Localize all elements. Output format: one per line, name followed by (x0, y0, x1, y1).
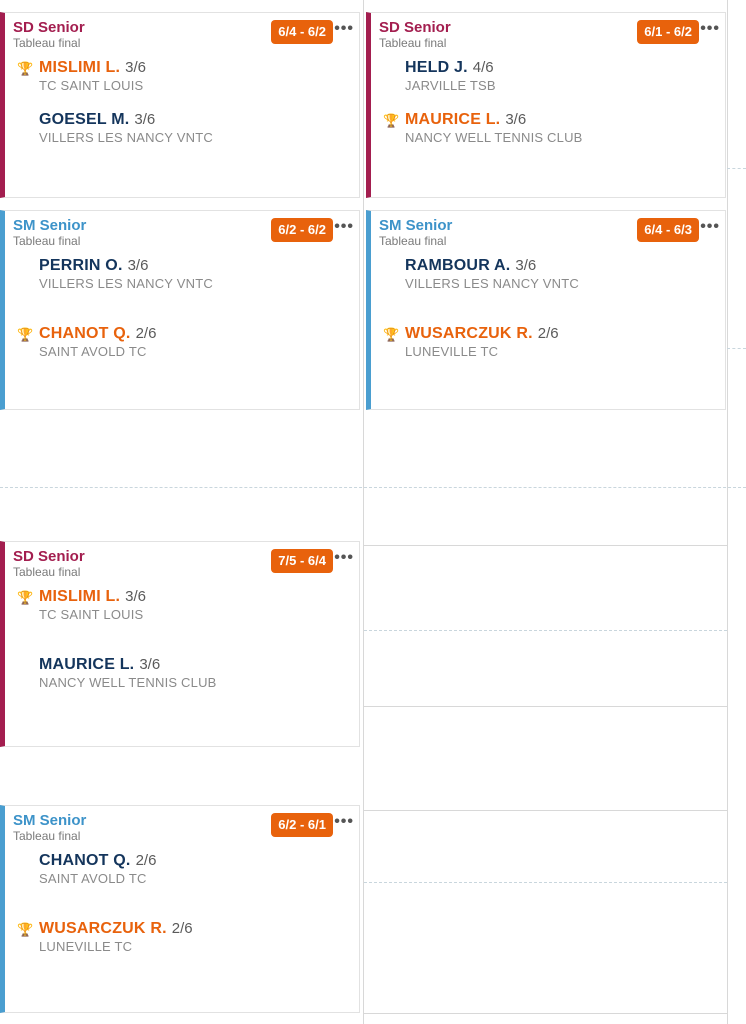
player-row[interactable] (371, 323, 725, 361)
trophy-icon: 🏆 (383, 113, 400, 128)
match-header (5, 542, 359, 586)
match-round: Tableau final (379, 36, 447, 50)
player-name: MAURICE L. (405, 111, 501, 128)
match-category: SD Senior (13, 19, 85, 36)
spacer (371, 293, 725, 323)
player-club: VILLERS LES NANCY VNTC (39, 130, 213, 145)
bracket-connector-1 (364, 545, 727, 546)
match-score-badge[interactable]: 6/2 - 6/2 (271, 218, 333, 242)
player-games: 3/6 (134, 111, 156, 128)
player-club: TC SAINT LOUIS (39, 78, 144, 93)
player-name: WUSARCZUK R. (405, 325, 533, 342)
player-games: 3/6 (139, 656, 161, 673)
match-card[interactable] (0, 12, 360, 198)
match-header (371, 211, 725, 255)
match-card[interactable] (0, 805, 360, 1013)
more-options-icon[interactable]: ••• (334, 20, 354, 37)
trophy-icon: 🏆 (383, 327, 400, 342)
column-divider-2 (727, 0, 728, 1024)
match-category: SM Senior (13, 217, 87, 234)
trophy-icon: 🏆 (17, 61, 34, 76)
player-name: HELD J. (405, 59, 468, 76)
trophy-icon: 🏆 (17, 327, 34, 342)
player-row[interactable] (5, 109, 359, 147)
match-card[interactable] (0, 541, 360, 747)
more-options-icon[interactable]: ••• (334, 218, 354, 235)
match-category: SM Senior (13, 812, 87, 829)
match-score-badge[interactable]: 7/5 - 6/4 (271, 549, 333, 573)
player-name: PERRIN O. (39, 257, 123, 274)
player-row[interactable] (371, 57, 725, 95)
player-games: 3/6 (127, 257, 149, 274)
spacer (5, 624, 359, 654)
match-header (371, 13, 725, 57)
player-club: SAINT AVOLD TC (39, 344, 147, 359)
player-games: 3/6 (125, 59, 146, 76)
player-club: JARVILLE TSB (405, 78, 496, 93)
player-name: CHANOT Q. (39, 852, 131, 869)
player-name: WUSARCZUK R. (39, 920, 167, 937)
spacer (5, 888, 359, 918)
player-row[interactable] (5, 850, 359, 888)
match-score-badge[interactable]: 6/1 - 6/2 (637, 20, 699, 44)
match-round: Tableau final (13, 829, 81, 843)
match-header (5, 806, 359, 850)
match-category: SM Senior (379, 217, 453, 234)
player-games: 3/6 (125, 588, 146, 605)
match-header (5, 211, 359, 255)
bracket-connector-dashed-4 (727, 348, 746, 349)
player-club: VILLERS LES NANCY VNTC (39, 276, 213, 291)
match-card[interactable] (0, 210, 360, 410)
match-header (5, 13, 359, 57)
player-name: MISLIMI L. (39, 59, 121, 76)
match-round: Tableau final (13, 565, 81, 579)
player-club: SAINT AVOLD TC (39, 871, 147, 886)
bracket-connector-2 (364, 706, 727, 707)
player-games: 3/6 (505, 111, 527, 128)
more-options-icon[interactable]: ••• (334, 549, 354, 566)
column-divider-1 (363, 0, 364, 1024)
more-options-icon[interactable]: ••• (700, 20, 720, 37)
more-options-icon[interactable]: ••• (334, 813, 354, 830)
player-name: GOESEL M. (39, 111, 130, 128)
bracket-connector-3 (364, 810, 727, 811)
player-row[interactable] (5, 255, 359, 293)
player-name: CHANOT Q. (39, 325, 131, 342)
spacer (5, 95, 359, 109)
match-score-badge[interactable]: 6/4 - 6/3 (637, 218, 699, 242)
bracket-connector-dashed-2 (364, 630, 727, 631)
trophy-icon: 🏆 (17, 590, 34, 605)
player-games: 3/6 (515, 257, 537, 274)
player-row[interactable] (5, 654, 359, 692)
player-row[interactable] (5, 57, 359, 95)
trophy-icon: 🏆 (17, 922, 34, 937)
player-club: VILLERS LES NANCY VNTC (405, 276, 579, 291)
bracket-connector-dashed-1 (0, 487, 746, 488)
match-category: SD Senior (13, 548, 85, 565)
match-card[interactable] (366, 210, 726, 410)
player-row[interactable] (5, 323, 359, 361)
player-club: LUNEVILLE TC (405, 344, 499, 359)
match-score-badge[interactable]: 6/2 - 6/1 (271, 813, 333, 837)
bracket-connector-dashed-3 (364, 882, 727, 883)
player-row[interactable] (371, 255, 725, 293)
spacer (5, 293, 359, 323)
bracket-connector-dashed-5 (727, 168, 746, 169)
more-options-icon[interactable]: ••• (700, 218, 720, 235)
player-name: RAMBOUR A. (405, 257, 511, 274)
player-club: NANCY WELL TENNIS CLUB (39, 675, 217, 690)
player-club: TC SAINT LOUIS (39, 607, 144, 622)
match-category: SD Senior (379, 19, 451, 36)
spacer (371, 95, 725, 109)
player-club: LUNEVILLE TC (39, 939, 133, 954)
player-games: 2/6 (171, 920, 193, 937)
match-card[interactable] (366, 12, 726, 198)
player-row[interactable] (5, 586, 359, 624)
match-round: Tableau final (379, 234, 447, 248)
player-games: 2/6 (135, 325, 157, 342)
match-round: Tableau final (13, 234, 81, 248)
match-round: Tableau final (13, 36, 81, 50)
player-games: 4/6 (472, 59, 494, 76)
player-games: 2/6 (537, 325, 559, 342)
player-row[interactable] (5, 918, 359, 956)
bracket-connector-4 (364, 1013, 727, 1014)
player-name: MISLIMI L. (39, 588, 121, 605)
player-club: NANCY WELL TENNIS CLUB (405, 130, 583, 145)
match-score-badge[interactable]: 6/4 - 6/2 (271, 20, 333, 44)
player-row[interactable] (371, 109, 725, 147)
player-games: 2/6 (135, 852, 157, 869)
player-name: MAURICE L. (39, 656, 135, 673)
